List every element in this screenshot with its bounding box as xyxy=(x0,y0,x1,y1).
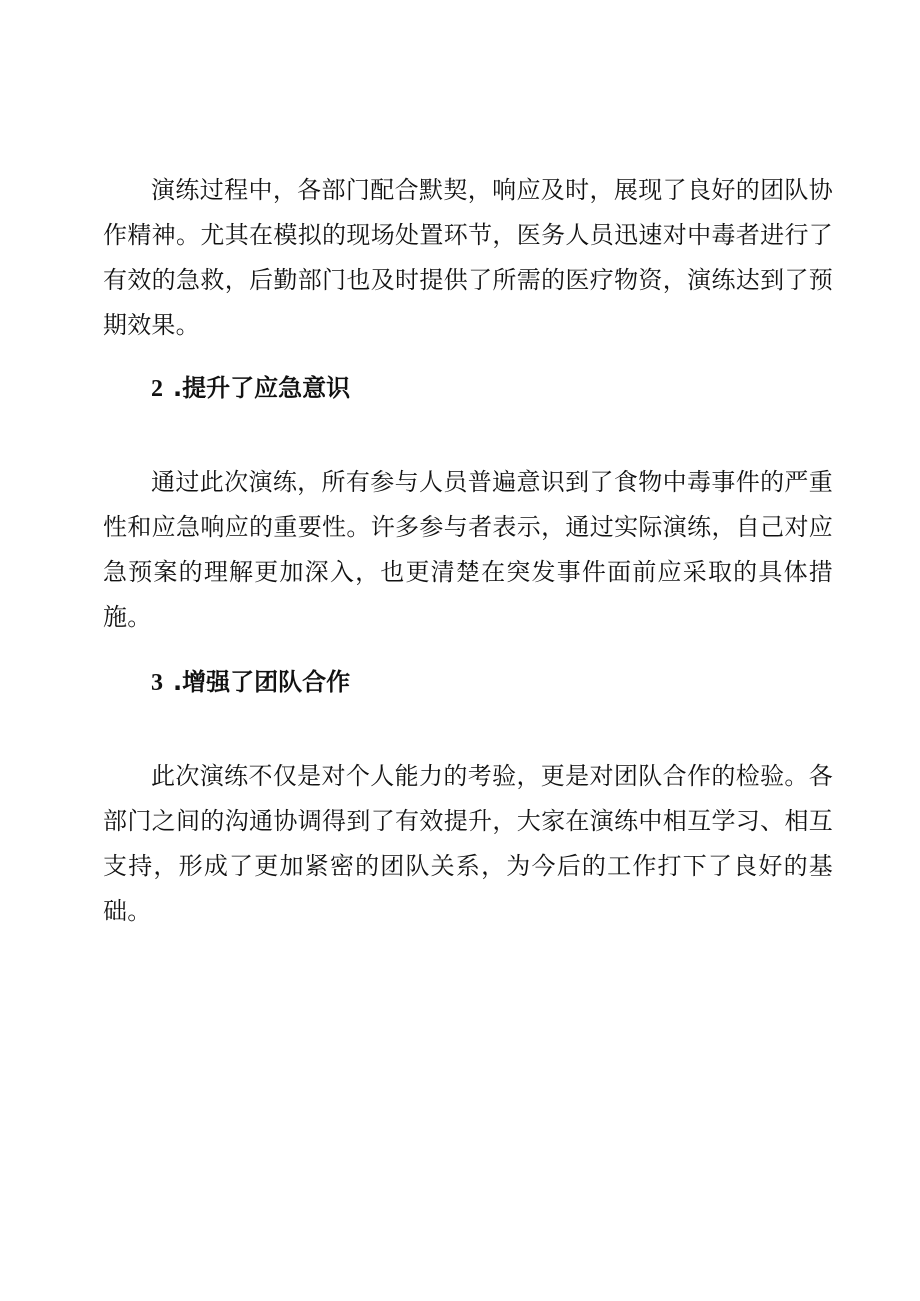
paragraph-teamwork: 此次演练不仅是对个人能力的考验，更是对团队合作的检验。各部门之间的沟通协调得到了有效提升，大家在演练中相互学习、相互支持，形成了更加紧密的团队关系，为今后的工作打下了良好的基础。 xyxy=(103,762,833,925)
section-number: 2 xyxy=(151,376,163,402)
section-number: 3 xyxy=(151,670,163,696)
section-title: .增强了团队合作 xyxy=(173,668,351,696)
paragraph-teamwork-performance: 演练过程中，各部门配合默契，响应及时，展现了良好的团队协作精神。尤其在模拟的现场处置环节，医务人员迅速对中毒者进行了有效的急救，后勤部门也及时提供了所需的医疗物资，演练达到了预期效果。 xyxy=(103,176,833,339)
section-heading-awareness xyxy=(151,372,350,405)
section-title: .提升了应急意识 xyxy=(173,374,351,402)
paragraph-awareness: 通过此次演练，所有参与人员普遍意识到了食物中毒事件的严重性和应急响应的重要性。许多参与者表示，通过实际演练，自己对应急预案的理解更加深入，也更清楚在突发事件面前应采取的具体措施。 xyxy=(103,468,833,631)
section-heading-teamwork xyxy=(151,666,350,699)
